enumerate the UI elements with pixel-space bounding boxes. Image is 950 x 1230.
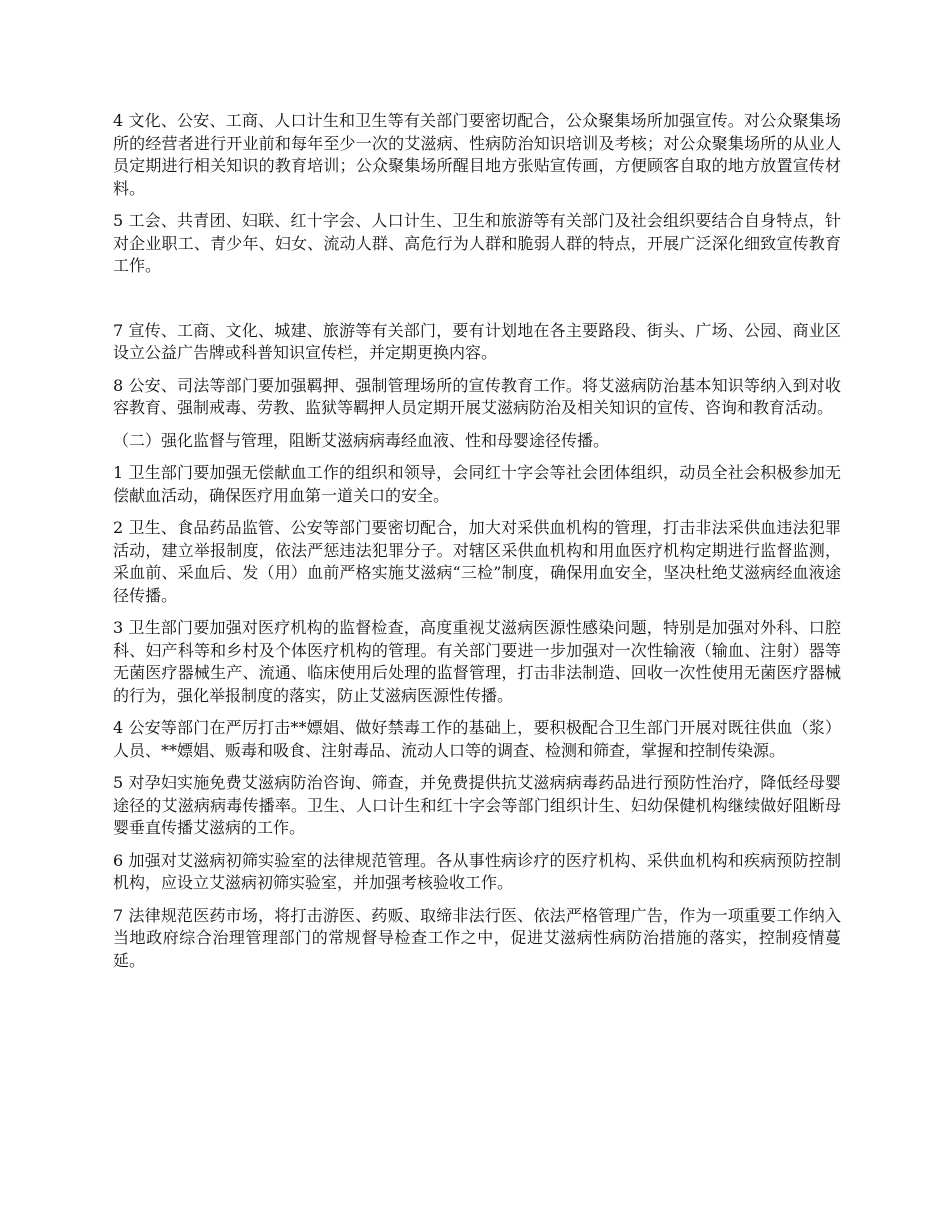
paragraph-item-2-supervision: 2 卫生、食品药品监管、公安等部门要密切配合，加大对采供血机构的管理，打击非法采供血违法犯罪活动，建立举报制度，依法严惩违法犯罪分子。对辖区采供血机构和用血医疗机构定期进行监督监测，采血前、采血后、发（用）血前严格实施艾滋病“三检”制度，确保用血安全，坚决杜绝艾滋病经血液途径传播。 — [113, 518, 841, 605]
paragraph-item-4-publicity: 4 文化、公安、工商、人口计生和卫生等有关部门要密切配合，公众聚集场所加强宣传。对公众聚集场所的经营者进行开业前和每年至少一次的艾滋病、性病防治知识培训及考核；对公众聚集场所的从业人员定期进行相关知识的教育培训；公众聚集场所醒目地方张贴宣传画，方便顾客自取的地方放置宣传材料。 — [113, 111, 841, 198]
paragraph-item-1-supervision: 1 卫生部门要加强无偿献血工作的组织和领导，会同红十字会等社会团体组织，动员全社会积极参加无偿献血活动，确保医疗用血第一道关口的安全。 — [113, 463, 841, 505]
document-page — [113, 110, 841, 982]
paragraph-item-7-supervision: 7 法律规范医药市场，将打击游医、药贩、取缔非法行医、依法严格管理广告，作为一项重要工作纳入当地政府综合治理管理部门的常规督导检查工作之中，促进艾滋病性病防治措施的落实，控制疫情蔓延。 — [113, 905, 841, 970]
paragraph-item-5-publicity: 5 工会、共青团、妇联、红十字会、人口计生、卫生和旅游等有关部门及社会组织要结合自身特点，针对企业职工、青少年、妇女、流动人群、高危行为人群和脆弱人群的特点，开展广泛深化细致宣传教育工作。 — [113, 211, 841, 275]
paragraph-item-7-publicity: 7 宣传、工商、文化、城建、旅游等有关部门，要有计划地在各主要路段、街头、广场、公园、商业区设立公益广告牌或科普知识宣传栏，并定期更换内容。 — [113, 320, 841, 362]
paragraph-item-5-supervision: 5 对孕妇实施免费艾滋病防治咨询、筛查，并免费提供抗艾滋病病毒药品进行预防性治疗，降低经母婴途径的艾滋病病毒传播率。卫生、人口计生和红十字会等部门组织计生、妇幼保健机构继续做好阻断母婴垂直传播艾滋病的工作。 — [113, 773, 841, 837]
blank-gap — [113, 288, 841, 320]
section-heading-2: （二）强化监督与管理，阻断艾滋病病毒经血液、性和母婴途径传播。 — [113, 430, 610, 450]
paragraph-item-8-publicity: 8 公安、司法等部门要加强羁押、强制管理场所的宣传教育工作。将艾滋病防治基本知识等纳入到对收容教育、强制戒毒、劳教、监狱等羁押人员定期开展艾滋病防治及相关知识的宣传、咨询和教育活动。 — [113, 375, 841, 417]
paragraph-item-4-supervision: 4 公安等部门在严厉打击**嫖娼、做好禁毒工作的基础上，要积极配合卫生部门开展对既往供血（浆）人员、**嫖娼、贩毒和吸食、注射毒品、流动人口等的调查、检测和筛查，掌握和控制传染源。 — [113, 718, 841, 760]
paragraph-item-3-supervision: 3 卫生部门要加强对医疗机构的监督检查，高度重视艾滋病医源性感染问题，特别是加强对外科、口腔科、妇产科等和乡村及个体医疗机构的管理。有关部门要进一步加强对一次性输液（输血、注射）器等无菌医疗器械生产、流通、临床使用后处理的监督管理，打击非法制造、回收一次性使用无菌医疗器械的行为，强化举报制度的落实，防止艾滋病医源性传播。 — [113, 618, 841, 705]
paragraph-item-6-supervision: 6 加强对艾滋病初筛实验室的法律规范管理。各从事性病诊疗的医疗机构、采供血机构和疾病预防控制机构，应设立艾滋病初筛实验室，并加强考核验收工作。 — [113, 850, 841, 892]
